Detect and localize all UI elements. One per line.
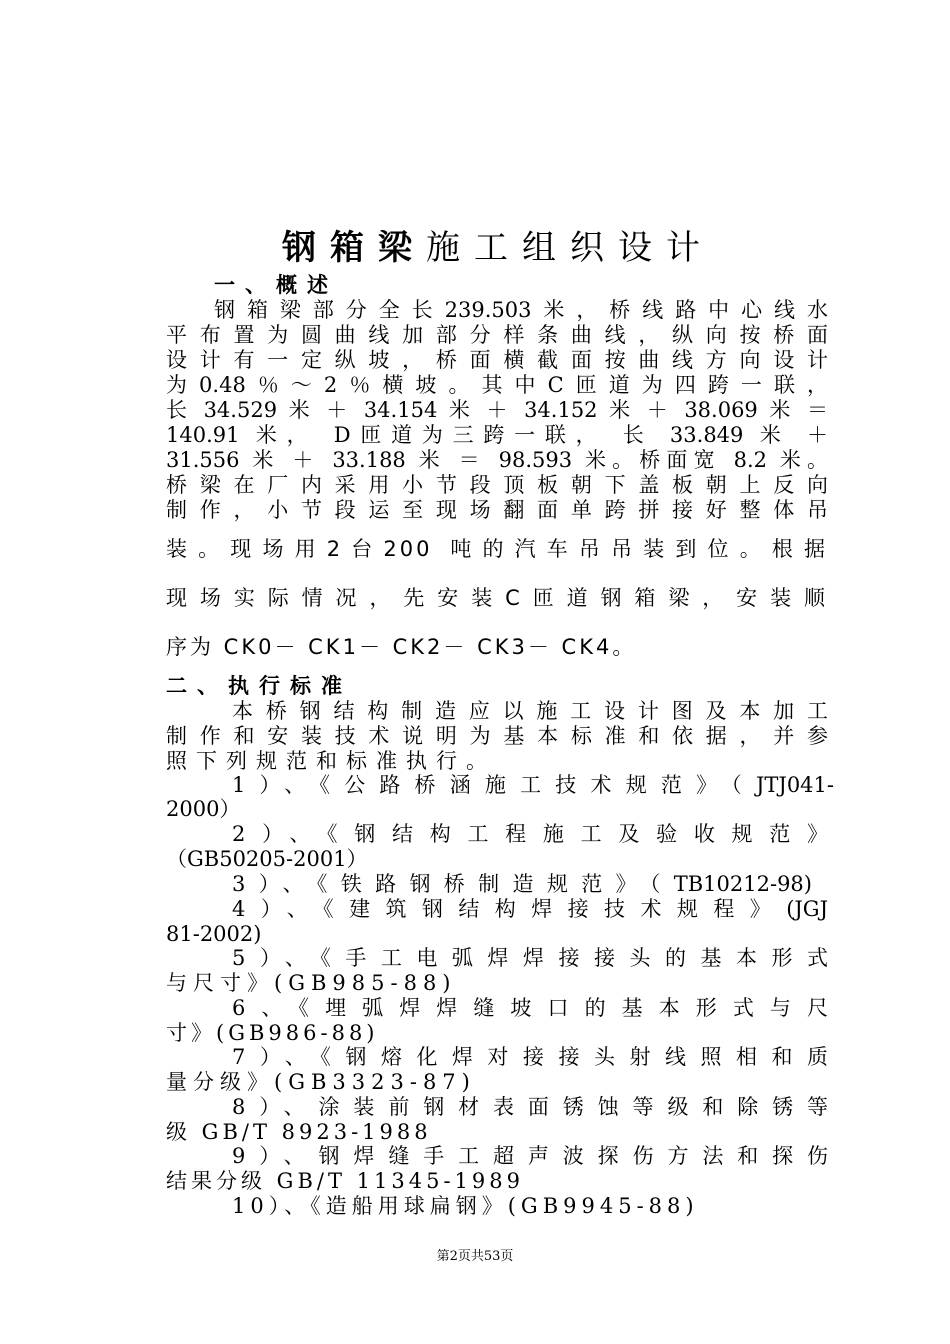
title-rest: 施工组织设计 bbox=[426, 228, 714, 268]
paragraph-line: 设计有一定纵坡，桥面横截面按曲线方向设计 bbox=[166, 348, 828, 372]
standard-item: 6、《埋弧焊焊缝坡口的基本形式与尺 bbox=[232, 996, 828, 1020]
paragraph-line: 为0.48％～2％横坡。其中C匝道为四跨一联， bbox=[166, 373, 828, 397]
paragraph-line: 31.556 米 ＋ 33.188 米 ＝ 98.593 米。桥面宽 8.2 米。 bbox=[166, 448, 828, 472]
standard-item-cont: （GB50205-2001） bbox=[166, 847, 368, 871]
page-title bbox=[166, 226, 830, 270]
paragraph-line: 制作和安装技术说明为基本标准和依据，并参 bbox=[166, 724, 828, 748]
standard-item-cont: 量分级》(GB3323-87) bbox=[166, 1070, 476, 1094]
standard-item-cont: 2000） bbox=[166, 797, 241, 821]
standard-item: 3）、《铁路钢桥制造规范》（TB10212-98) bbox=[232, 872, 812, 896]
standard-item: 5）、《手工电弧焊焊接接头的基本形式 bbox=[232, 946, 828, 970]
paragraph-line: 本桥钢结构制造应以施工设计图及本加工 bbox=[232, 699, 828, 723]
standard-item-cont: 与尺寸》(GB985-88) bbox=[166, 971, 457, 995]
title-bold: 钢箱梁 bbox=[282, 228, 426, 268]
standard-item-cont: 级 GB/T 8923-1988 bbox=[166, 1120, 432, 1144]
standard-item: 2）、《钢结构工程施工及验收规范》 bbox=[232, 822, 828, 846]
standard-item-cont: 结果分级 GB/T 11345-1989 bbox=[166, 1169, 524, 1193]
section-heading-standards: 二、执行标准 bbox=[166, 673, 352, 698]
section-heading-overview: 一、概述 bbox=[214, 272, 338, 297]
standard-item: 7）、《钢熔化焊对接接头射线照相和质 bbox=[232, 1045, 828, 1069]
paragraph-line: 序为 CK0－ CK1－ CK2－ CK3－ CK4。 bbox=[166, 635, 637, 659]
page-footer: 第2页共53页 bbox=[436, 1249, 514, 1264]
paragraph-line: 现场实际情况，先安装C匝道钢箱梁，安装顺 bbox=[166, 586, 828, 610]
standard-item-cont: 81-2002) bbox=[166, 922, 262, 946]
paragraph-line: 140.91 米， D匝道为三跨一联， 长 33.849 米 ＋ bbox=[166, 423, 828, 447]
paragraph-line: 照下列规范和标准执行。 bbox=[166, 749, 496, 773]
paragraph-line: 平布置为圆曲线加部分样条曲线，纵向按桥面 bbox=[166, 323, 828, 347]
standard-item: 1）、《公路桥涵施工技术规范》（JTJ041- bbox=[232, 773, 834, 797]
paragraph-line: 钢箱梁部分全长239.503米，桥线路中心线水 bbox=[214, 298, 828, 322]
standard-item: 4）、《建筑钢结构焊接技术规程》(JGJ bbox=[232, 897, 828, 921]
paragraph-line: 长 34.529 米 ＋ 34.154 米 ＋ 34.152 米 ＋ 38.069 米 ＝ bbox=[166, 398, 828, 422]
standard-item: 9）、钢焊缝手工超声波探伤方法和探伤 bbox=[232, 1144, 828, 1168]
paragraph-line: 桥梁在厂内采用小节段顶板朝下盖板朝上反向 bbox=[166, 473, 828, 497]
paragraph-line: 装。现场用2台200 吨的汽车吊吊装到位。根据 bbox=[166, 537, 828, 561]
standard-item: 10）、《造船用球扁钢》(GB9945-88) bbox=[232, 1194, 699, 1218]
standard-item: 8）、涂装前钢材表面锈蚀等级和除锈等 bbox=[232, 1095, 828, 1119]
paragraph-line: 制作，小节段运至现场翻面单跨拼接好整体吊 bbox=[166, 498, 828, 522]
standard-item-cont: 寸》(GB986-88) bbox=[166, 1021, 379, 1045]
